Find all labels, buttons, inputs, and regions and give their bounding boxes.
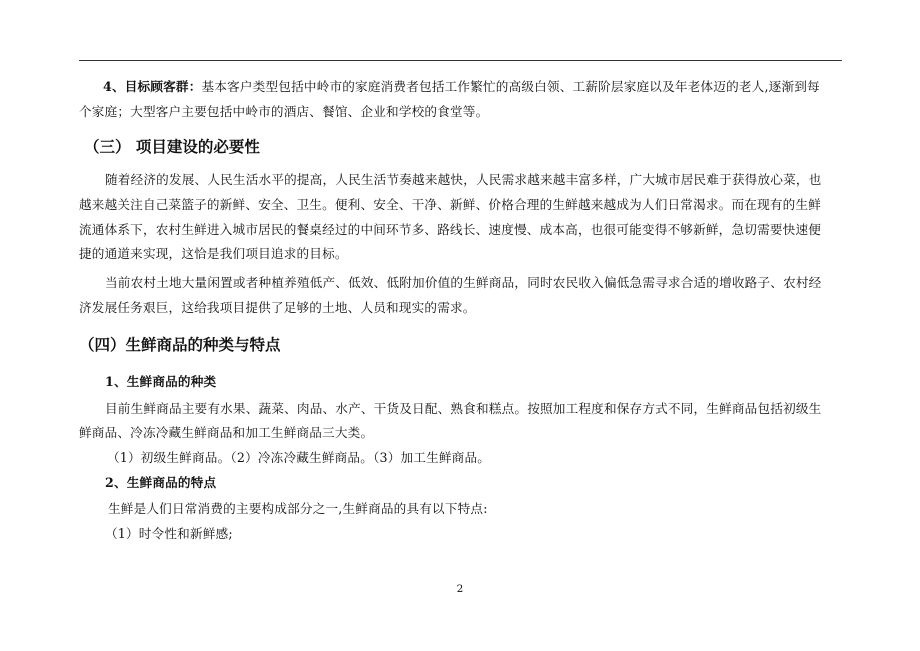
feature-item-1: （1）时令性和新鲜感; — [105, 526, 233, 541]
sub2-heading: 2、生鲜商品的特点 — [105, 475, 217, 490]
para4: 生鲜是人们日常消费的主要构成部分之一,生鲜商品的具有以下特点: — [108, 501, 488, 516]
para1-line-2: 越来越关注自己菜篮子的新鲜、安全、卫生。便利、安全、干净、新鲜、价格合理的生鲜越来越成为人们日常渴求。而在现有的生鲜 — [79, 197, 822, 212]
para2-line-2: 济发展任务艰巨，这给我项目提供了足够的土地、人员和现实的需求。 — [79, 300, 476, 315]
para1-line-4: 捷的通道来实现，这恰是我们项目追求的目标。 — [79, 246, 348, 261]
para3-line-1: 目前生鲜商品主要有水果、蔬菜、肉品、水产、干货及日配、熟食和糕点。按照加工程度和保存方式不同，生鲜商品包括初级生 — [105, 401, 822, 416]
para2-line-1: 当前农村土地大量闲置或者种植养殖低产、低效、低附加价值的生鲜商品，同时农民收入偏低急需寻求合适的增收路子、农村经 — [105, 275, 822, 290]
target-customers-text: 基本客户类型包括中岭市的家庭消费者包括工作繁忙的高级白领、工薪阶层家庭以及年老体迈的老人,逐渐到每 — [201, 79, 820, 94]
section-3-heading: （三） 项目建设的必要性 — [84, 137, 260, 156]
header-rule — [79, 60, 842, 61]
para1-line-3: 流通体系下，农村生鲜进入城市居民的餐桌经过的中间环节多、路线长、速度慢、成本高，也很可能变得不够新鲜，急切需要快速便 — [79, 222, 822, 237]
section-4-heading: （四）生鲜商品的种类与特点 — [79, 335, 281, 354]
para3-line-2: 鲜商品、冷冻冷藏生鲜商品和加工生鲜商品三大类。 — [79, 425, 374, 440]
target-customers-line-2: 个家庭；大型客户主要包括中岭市的酒店、餐馆、企业和学校的食堂等。 — [79, 104, 489, 119]
para1-line-1: 随着经济的发展、人民生活水平的提高，人民生活节奏越来越快，人民需求越来越丰富多样，广大城市居民难于获得放心菜，也 — [105, 172, 822, 187]
sub1-heading: 1、生鲜商品的种类 — [105, 374, 217, 389]
target-customers-line-1 — [103, 79, 873, 95]
target-customers-label: 4、目标顾客群： — [103, 79, 202, 94]
page-number: 2 — [456, 583, 464, 595]
category-list: （1）初级生鲜商品。（2）冷冻冷藏生鲜商品。（3）加工生鲜商品。 — [107, 450, 491, 465]
